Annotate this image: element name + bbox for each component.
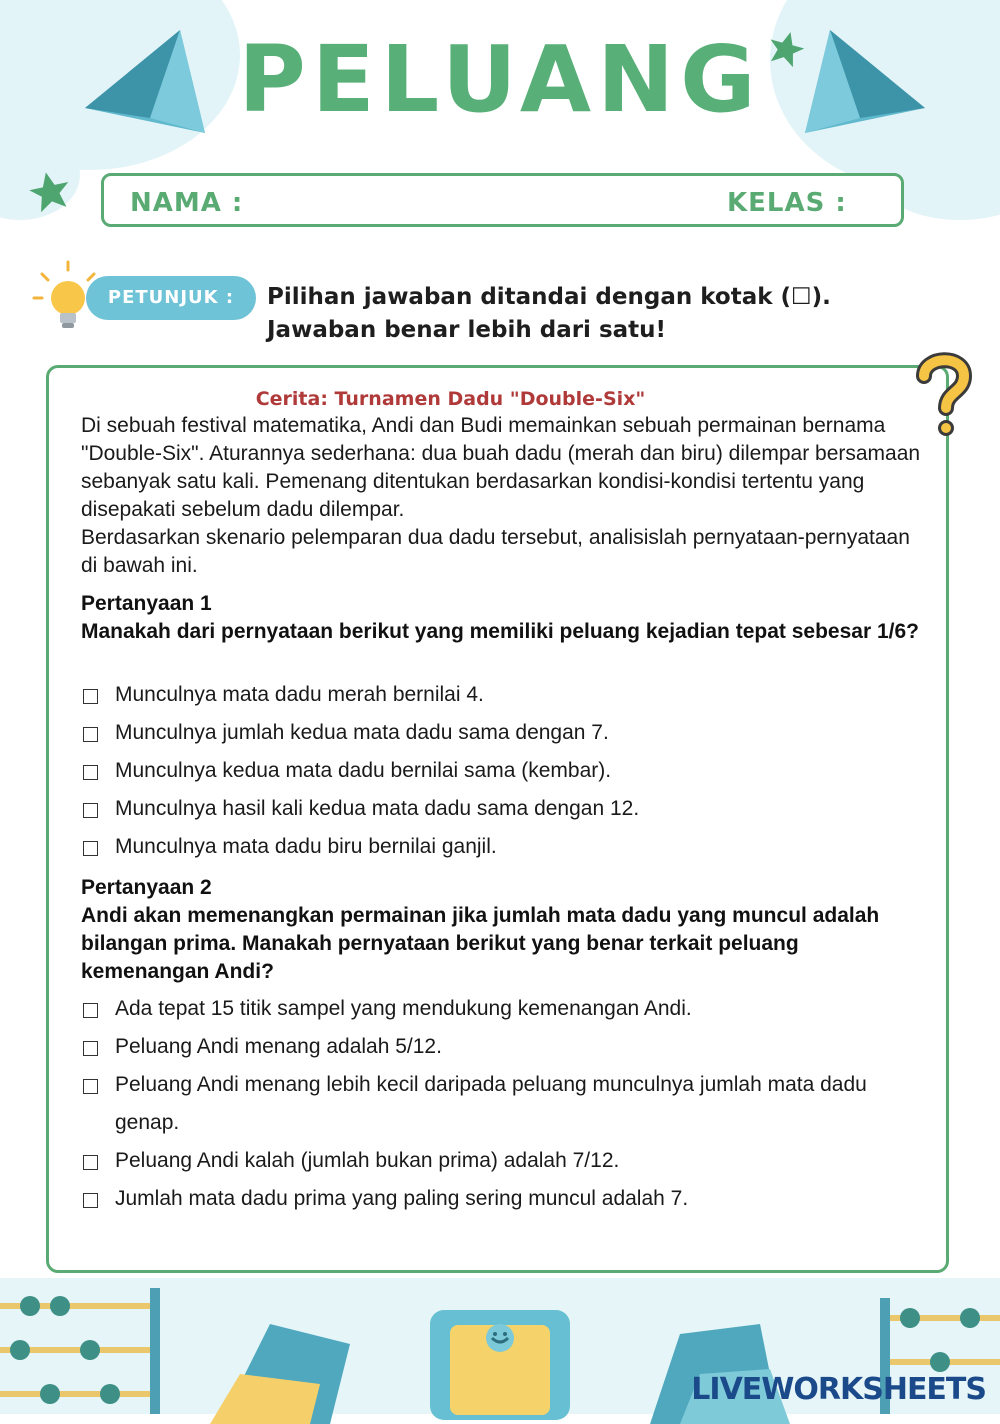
name-class-box <box>101 173 904 227</box>
book-icon-left <box>200 1314 380 1424</box>
q2-option-2[interactable] <box>81 1028 921 1066</box>
option-text: Munculnya kedua mata dadu bernilai sama (kembar). <box>115 759 612 782</box>
q1-option-5[interactable] <box>81 828 921 866</box>
instruction-text <box>267 281 831 347</box>
option-text: Munculnya mata dadu merah bernilai 4. <box>115 683 484 706</box>
question-2-options <box>81 990 921 1218</box>
q2-option-5[interactable] <box>81 1180 921 1218</box>
option-text: Ada tepat 15 titik sampel yang mendukung kemenangan Andi. <box>115 997 692 1020</box>
question-1-heading <box>81 590 921 646</box>
question-2-heading <box>81 874 921 986</box>
story-paragraph-1: Di sebuah festival matematika, Andi dan Budi memainkan sebuah permainan bernama "Double-Six". Aturannya sederhana: dua buah dadu (merah dan biru) dilempar bersamaan sebanyak satu kali. Pemenang ditentukan berdasarkan kondisi-kondisi tertentu yang disepakati sebelum dadu dilempar. <box>81 414 921 521</box>
calculator-icon <box>420 1300 580 1420</box>
instruction-line-1: Pilihan jawaban ditandai dengan kotak (☐). <box>267 284 831 310</box>
option-text: Munculnya hasil kali kedua mata dadu sama dengan 12. <box>115 797 640 820</box>
checkbox[interactable] <box>83 1003 98 1018</box>
checkbox[interactable] <box>83 1041 98 1056</box>
option-text: Munculnya mata dadu biru bernilai ganjil. <box>115 835 497 858</box>
petunjuk-badge: PETUNJUK : <box>86 276 256 320</box>
checkbox[interactable] <box>83 727 98 742</box>
checkbox[interactable] <box>83 841 98 856</box>
book-icon-right <box>620 1314 800 1424</box>
liveworksheets-logo: LIVEWORKSHEETS <box>691 1372 986 1407</box>
checkbox[interactable] <box>83 803 98 818</box>
q1-option-3[interactable] <box>81 752 921 790</box>
abacus-icon-left <box>0 1278 170 1414</box>
option-text: Peluang Andi menang adalah 5/12. <box>115 1035 442 1058</box>
checkbox[interactable] <box>83 1079 98 1094</box>
page-title: PELUANG <box>238 26 762 133</box>
option-text: Peluang Andi menang lebih kecil daripada peluang munculnya jumlah mata dadu genap. <box>115 1073 867 1134</box>
question-1-text: Manakah dari pernyataan berikut yang memiliki peluang kejadian tepat sebesar 1/6? <box>81 620 919 643</box>
story-paragraph-2: Berdasarkan skenario pelemparan dua dadu tersebut, analisislah pernyataan-pernyataan di bawah ini. <box>81 526 910 577</box>
question-2-label: Pertanyaan 2 <box>81 876 212 899</box>
checkbox[interactable] <box>83 1155 98 1170</box>
question-1-label: Pertanyaan 1 <box>81 592 212 615</box>
question-mark-icon <box>912 348 976 440</box>
q2-option-4[interactable] <box>81 1142 921 1180</box>
q1-option-4[interactable] <box>81 790 921 828</box>
q2-option-3[interactable] <box>81 1066 921 1142</box>
checkbox[interactable] <box>83 765 98 780</box>
checkbox[interactable] <box>83 689 98 704</box>
q1-option-2[interactable] <box>81 714 921 752</box>
option-text: Jumlah mata dadu prima yang paling sering muncul adalah 7. <box>115 1187 689 1210</box>
story-text <box>81 412 921 580</box>
option-text: Munculnya jumlah kedua mata dadu sama dengan 7. <box>115 721 609 744</box>
star-icon-left <box>26 168 74 216</box>
question-2-text: Andi akan memenangkan permainan jika jumlah mata dadu yang muncul adalah bilangan prima. Manakah pernyataan berikut yang benar terkait peluang kemenangan Andi? <box>81 904 880 983</box>
q1-option-1[interactable] <box>81 676 921 714</box>
nama-label: NAMA : <box>130 188 244 218</box>
question-box <box>46 365 949 1273</box>
kelas-label: KELAS : <box>727 188 847 218</box>
q2-option-1[interactable] <box>81 990 921 1028</box>
instruction-line-2: Jawaban benar lebih dari satu! <box>267 317 667 343</box>
option-text: Peluang Andi kalah (jumlah bukan prima) adalah 7/12. <box>115 1149 620 1172</box>
question-1-options <box>81 676 921 866</box>
story-title: Cerita: Turnamen Dadu "Double-Six" <box>255 388 646 410</box>
checkbox[interactable] <box>83 1193 98 1208</box>
